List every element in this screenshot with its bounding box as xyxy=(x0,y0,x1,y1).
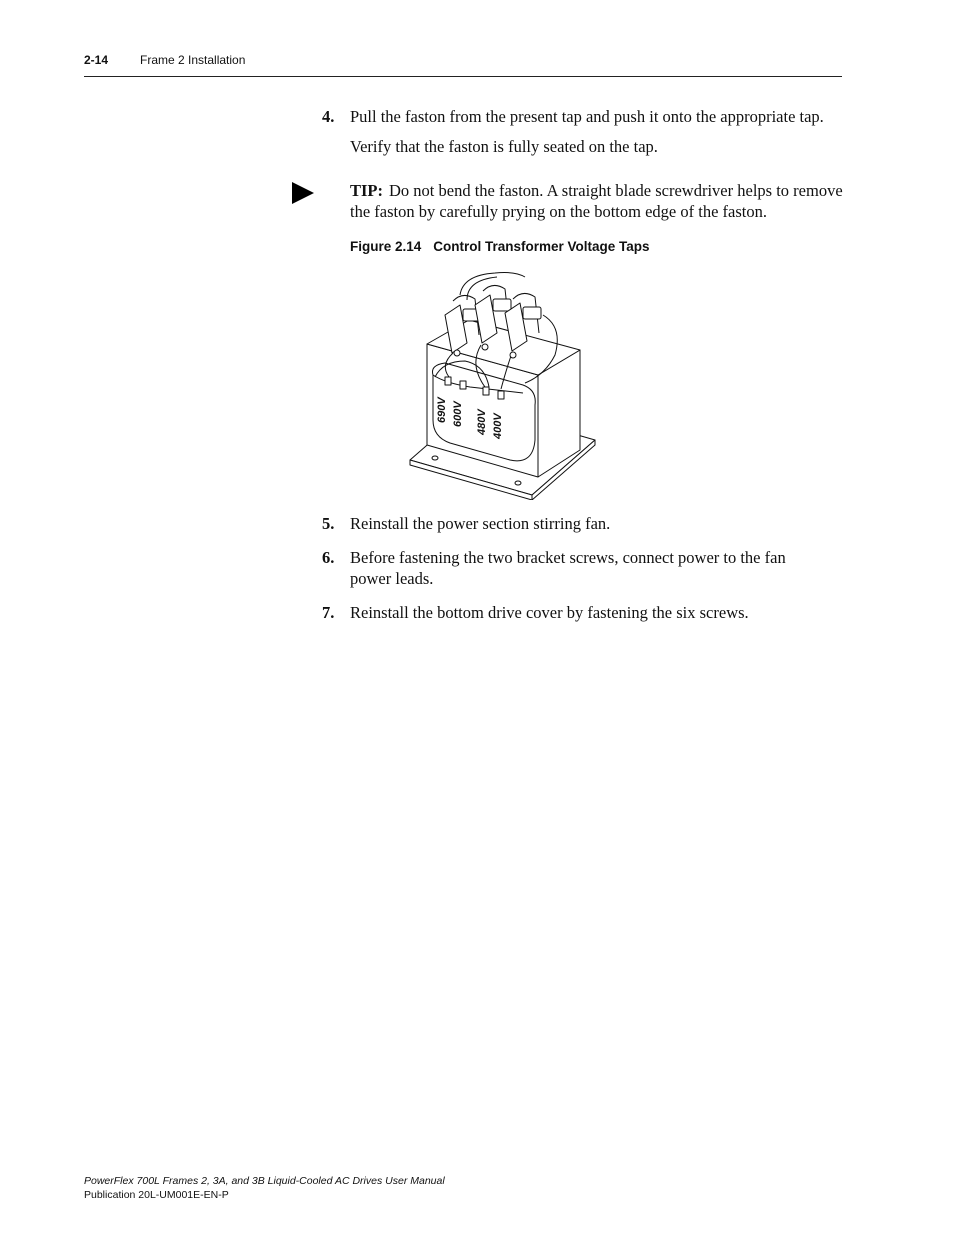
tap-label-400v: 400V xyxy=(492,413,504,439)
tap-label-480v: 480V xyxy=(476,409,488,435)
verify-text: Verify that the faston is fully seated on the tap. xyxy=(350,137,658,156)
publication-number: Publication 20L-UM001E-EN-P xyxy=(84,1188,229,1201)
tap-terminal xyxy=(498,391,504,399)
tap-terminal xyxy=(460,381,466,389)
section-title: Frame 2 Installation xyxy=(140,53,246,67)
step-number: 4. xyxy=(322,107,335,126)
tip-text: Do not bend the faston. A straight blade screwdriver helps to remove the faston by carefully prying on the bottom edge of the faston. xyxy=(350,181,843,221)
wire-connector xyxy=(454,350,460,356)
tip-label: TIP: xyxy=(350,181,383,200)
figure-caption xyxy=(350,239,650,254)
step-text: Before fastening the two bracket screws, connect power to the fan power leads. xyxy=(350,548,786,588)
page-footer xyxy=(84,1175,445,1202)
tap-label-690v: 690V xyxy=(436,397,448,423)
manual-title: PowerFlex 700L Frames 2, 3A, and 3B Liquid-Cooled AC Drives User Manual xyxy=(84,1175,445,1187)
step-number: 6. xyxy=(322,548,335,567)
tap-label-600v: 600V xyxy=(452,401,464,427)
page-header xyxy=(84,52,842,77)
tip-note xyxy=(350,181,850,222)
figure-number: Figure 2.14 xyxy=(350,239,422,254)
step-text: Reinstall the bottom drive cover by fastening the six screws. xyxy=(350,603,749,622)
page-number: 2-14 xyxy=(84,53,109,67)
step-text: Pull the faston from the present tap and push it onto the appropriate tap. xyxy=(350,107,824,126)
tap-terminal xyxy=(445,377,451,385)
figure-title: Control Transformer Voltage Taps xyxy=(433,239,650,254)
tap-terminal xyxy=(483,387,489,395)
wire-connector xyxy=(482,344,488,350)
step-text: Reinstall the power section stirring fan. xyxy=(350,514,611,533)
step-number: 7. xyxy=(322,603,335,622)
control-transformer-illustration xyxy=(405,265,605,500)
wire xyxy=(460,273,525,296)
wire-connector xyxy=(510,352,516,358)
tip-arrow-icon xyxy=(292,182,314,204)
step-number: 5. xyxy=(322,514,335,533)
